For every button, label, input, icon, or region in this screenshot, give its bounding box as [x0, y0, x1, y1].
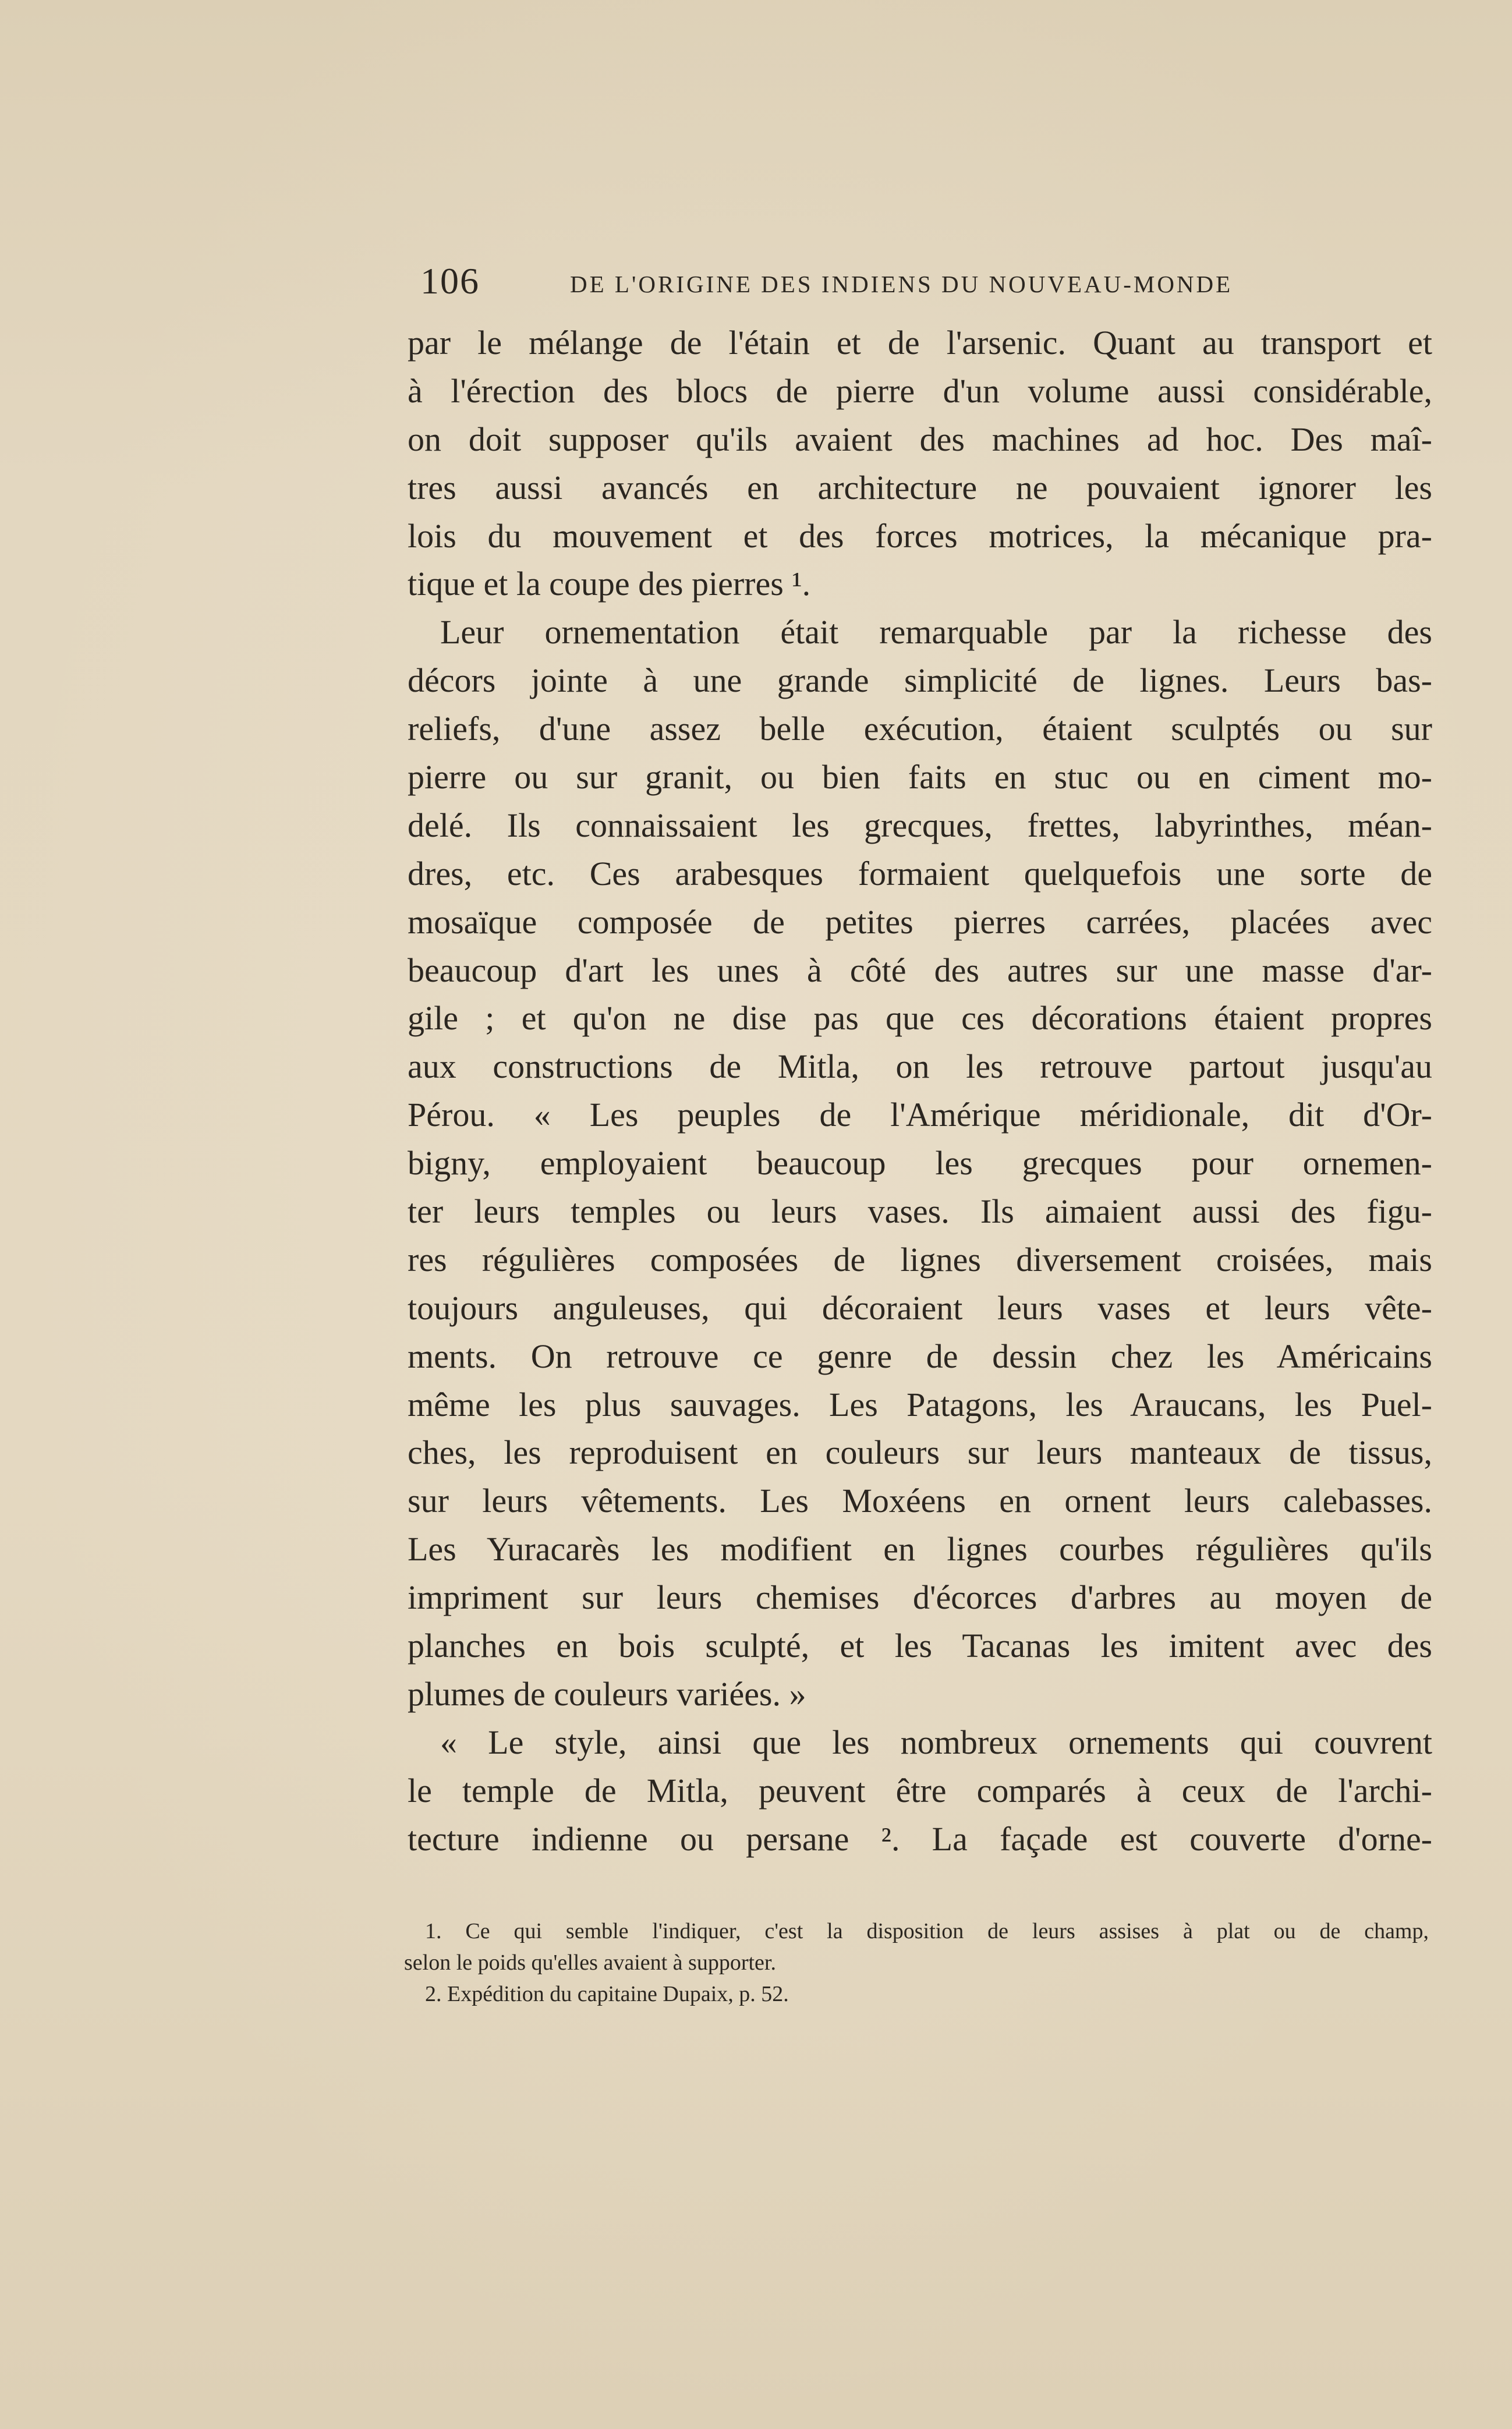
- text-line: sur leurs vêtements. Les Moxéens en ornent leurs calebasses.: [408, 1482, 1432, 1520]
- text-line: plumes de couleurs variées. »: [408, 1674, 806, 1713]
- text-line: tres aussi avancés en architecture ne pouvaient ignorer les: [408, 468, 1432, 507]
- text-line: impriment sur leurs chemises d'écorces d'arbres au moyen de: [408, 1578, 1432, 1617]
- text-line: gile ; et qu'on ne dise pas que ces décorations étaient propres: [408, 999, 1432, 1038]
- footnotes: [404, 1915, 1429, 2010]
- text-line: décors jointe à une grande simplicité de lignes. Leurs bas-: [408, 661, 1432, 700]
- page-header: [420, 261, 1284, 302]
- text-line: res régulières composées de lignes diversement croisées, mais: [408, 1240, 1432, 1279]
- text-line: delé. Ils connaissaient les grecques, frettes, labyrinthes, méan-: [408, 806, 1432, 844]
- text-line: ter leurs temples ou leurs vases. Ils aimaient aussi des figu-: [408, 1192, 1432, 1231]
- running-title: DE L'ORIGINE DES INDIENS DU NOUVEAU-MONDE: [570, 271, 1233, 298]
- footnote-line: 2. Expédition du capitaine Dupaix, p. 52.: [425, 1982, 789, 2006]
- text-line: mosaïque composée de petites pierres carrées, placées avec: [408, 902, 1432, 941]
- text-line: lois du mouvement et des forces motrices, la mécanique pra-: [408, 516, 1432, 555]
- text-line: reliefs, d'une assez belle exécution, étaient sculptés ou sur: [408, 710, 1432, 748]
- text-line: par le mélange de l'étain et de l'arsenic. Quant au transport et: [408, 324, 1432, 362]
- text-line: toujours anguleuses, qui décoraient leurs vases et leurs vête-: [408, 1288, 1432, 1327]
- text-line: Les Yuracarès les modifient en lignes courbes régulières qu'ils: [408, 1530, 1432, 1568]
- page-number: 106: [420, 260, 480, 302]
- text-line: bigny, employaient beaucoup les grecques pour ornemen-: [408, 1144, 1432, 1182]
- footnote-line: selon le poids qu'elles avaient à supporter.: [404, 1950, 776, 1975]
- text-line: ches, les reproduisent en couleurs sur leurs manteaux de tissus,: [408, 1433, 1432, 1472]
- text-line: dres, etc. Ces arabesques formaient quelquefois une sorte de: [408, 854, 1432, 893]
- text-line: Pérou. « Les peuples de l'Amérique méridionale, dit d'Or-: [408, 1096, 1432, 1134]
- text-line: ments. On retrouve ce genre de dessin chez les Américains: [408, 1337, 1432, 1375]
- text-line: on doit supposer qu'ils avaient des machines ad hoc. Des maî-: [408, 420, 1432, 458]
- text-line: aux constructions de Mitla, on les retrouve partout jusqu'au: [408, 1047, 1432, 1086]
- text-line: même les plus sauvages. Les Patagons, les Araucans, les Puel-: [408, 1385, 1432, 1424]
- text-line: beaucoup d'art les unes à côté des autres sur une masse d'ar-: [408, 951, 1432, 989]
- footnote-line: 1. Ce qui semble l'indiquer, c'est la disposition de leurs assises à plat ou de champ,: [425, 1919, 1429, 1943]
- text-line: tique et la coupe des pierres ¹.: [408, 565, 811, 603]
- text-line: Leur ornementation était remarquable par la richesse des: [440, 613, 1432, 651]
- text-line: le temple de Mitla, peuvent être comparés à ceux de l'archi-: [408, 1771, 1432, 1810]
- text-line: tecture indienne ou persane ². La façade est couverte d'orne-: [408, 1819, 1432, 1858]
- body-text: [408, 319, 1432, 1864]
- text-line: à l'érection des blocs de pierre d'un volume aussi considérable,: [408, 371, 1432, 410]
- text-line: « Le style, ainsi que les nombreux ornements qui couvrent: [440, 1723, 1432, 1761]
- text-line: pierre ou sur granit, ou bien faits en stuc ou en ciment mo-: [408, 758, 1432, 796]
- text-line: planches en bois sculpté, et les Tacanas les imitent avec des: [408, 1627, 1432, 1665]
